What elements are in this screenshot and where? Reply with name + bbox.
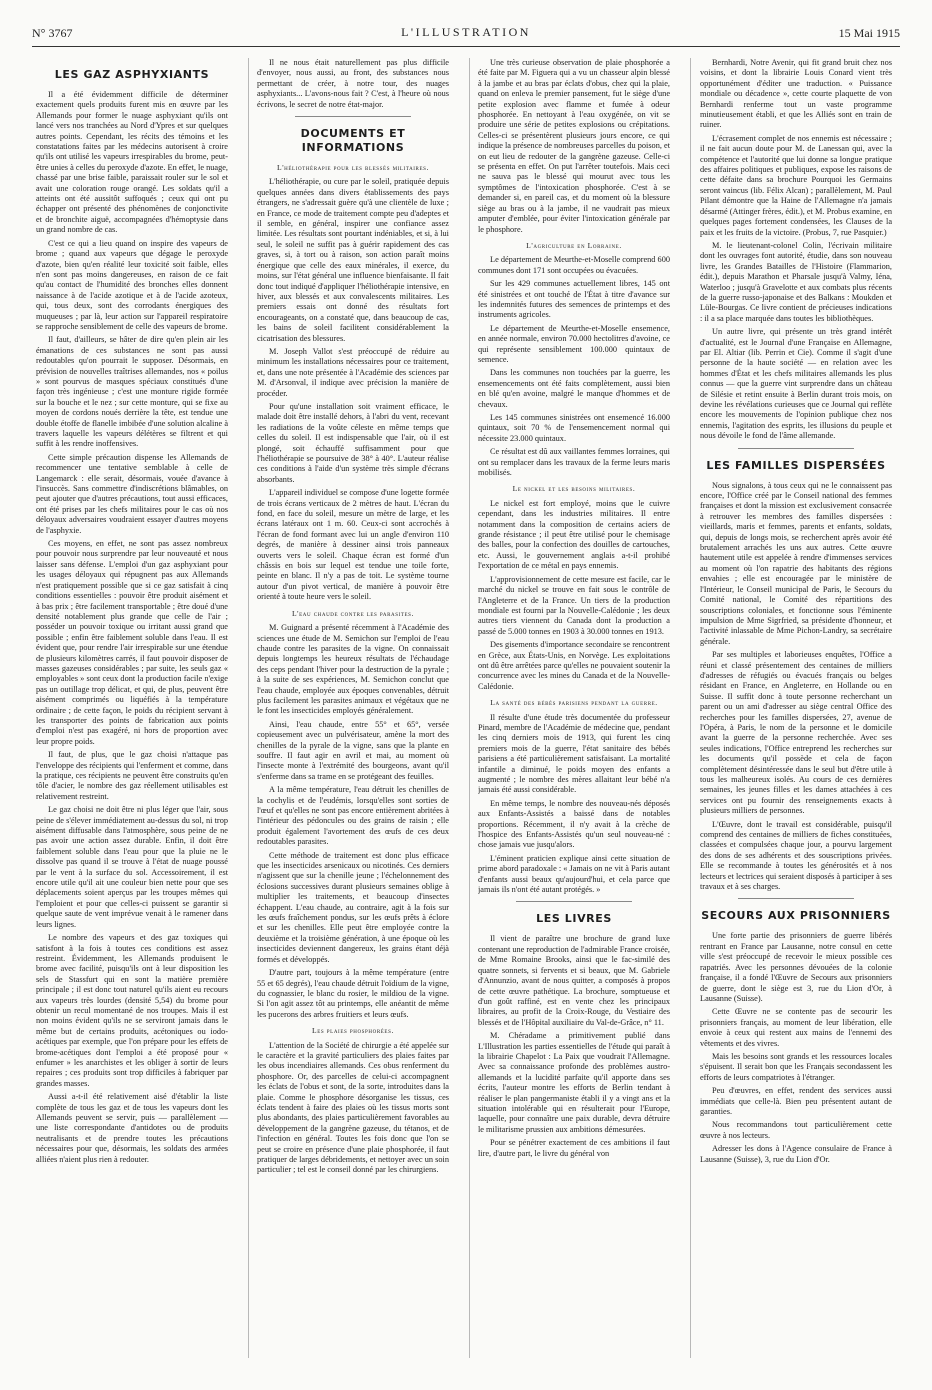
- section-separator: [295, 116, 410, 117]
- paragraph: Il ne nous était naturellement pas plus difficile d'envoyer, nous aussi, au front, des substances nous permettant de créer, à notre tour, des nuages asphyxiants... L'avons-nous fait ? C'est, à l'heure où nous écrivons, le secret de notre état-major.: [257, 58, 449, 109]
- paragraph: Un autre livre, qui présente un très grand intérêt d'actualité, est le Journal d'une Française en Allemagne, par El. Altiar (lib. Perrin et Cie). Comme il s'agit d'une personne de la haute société — en relation avec les hommes d'État et les chefs militaires allemands les plus connus — que la guerre vint surprendre dans un château de Silésie et retint ensuite à Berlin durant trois mois, on devine les révélations curieuses que ce Journal qui reflète encore les mouvements de l'opinion publique chez nos ennemis, l'agitation des esprits, les illusions du peuple et nous dévoile le fond de l'âme allemande.: [700, 327, 892, 441]
- paragraph: Nous recommandons tout particulièrement cette œuvre à nos lecteurs.: [700, 1120, 892, 1140]
- masthead: [32, 26, 900, 48]
- paragraph: M. Chéradame a primitivement publié dans L'Illustration les parties essentielles de l'étude qui paraît à la librairie Chapelot : La Paix que voudrait l'Allemagne. Avec sa connaissance profonde des problèmes austro-allemands et la lucidité parfaite qu'il apporte dans ses écrits, l'auteur montre les efforts de Berlin tendant à réaliser le plan pangermaniste établi il y a vingt ans et la situation intolérable qui en résulterait pour l'Europe, laquelle, pour connaître une paix durable, devra détruire le militarisme prussien aux ambitions démesurées.: [478, 1031, 670, 1134]
- paragraph: Il vient de paraître une brochure de grand luxe contenant une reproduction de l'admirable France croisée, de Mme Romaine Brooks, ainsi que le fac-similé des quatre sonnets, si fervents et si beaux, que M. Gabriele d'Annunzio, avant de nous quitter, a composés à propos de cette œuvre pathétique. La brochure, somptueuse et d'un goût raffiné, est en vente chez les principaux libraires, au profit de la Croix-Rouge, du Vestiaire des blessés et de l'Hôpital auxiliaire du Val-de-Grâce, n° 11.: [478, 934, 670, 1027]
- paragraph: C'est ce qui a lieu quand on inspire des vapeurs de brome ; quand aux vapeurs que dégage le peroxyde d'azote, bien qu'en réalité leur toxicité soit faible, elles n'en sont pas moins dangereuses, en raison de ce fait qu'au contact de l'humidité des bronches elles donnent naissance à de l'acide azotique et à de l'acide azoteux, qui, tous deux, sont des corrodants énergiques des muqueuses ; par là, leur action sur l'appareil respiratoire se rapproche sensiblement de celle des vapeurs de brome.: [36, 238, 228, 331]
- paragraph: Ces moyens, en effet, ne sont pas assez nombreux pour pouvoir nous surprendre par leur nouveauté et nous laisser sans défense. L'emploi d'un gaz asphyxiant pour les usages déloyaux qui répugnent pas aux Allemands n'est pratiquement possible que si ce gaz satisfait à cinq conditions essentielles : pouvoir être produit aisément et à bas prix ; être facilement transportable ; être doué d'une densité notablement plus grande que celle de l'air ; posséder un pouvoir toxique ou irritant aussi grand que possible ; enfin être faiblement soluble dans l'eau. Il est évident que, pour rendre l'air irrespirable sur une étendue de plusieurs kilomètres carrés, il faut pouvoir disposer de masses gazeuses considérables ; par suite, les seuls gaz « employables » sont ceux dont la production facile n'exige pas un outillage trop délicat, et qui, de plus, peuvent être aisément comprimés ou liquéfiés à la température ordinaire ; de cette façon, le poids du récipient servant à les transporter des points de fabrication aux points d'emploi n'est pas exagéré, ni hors de proportion avec leur propre poids.: [36, 539, 228, 746]
- paragraph: Le nombre des vapeurs et des gaz toxiques qui satisfont à la fois à toutes ces conditions est assez restreint. Évidemment, les Allemands produisent le brome avec facilité, puisqu'ils ont à leur disposition les sels de Stassfurt qui en sont la matière première principale ; il est donc tout naturel qu'ils aient eu recours aux vapeurs très lourdes (densité 5,54) du brome pour obtenir un recul momentané de nos troupes. Mais il est non moins évident qu'ils ne se serviront jamais dans le même but de certains produits, acétoniques ou iodo-acétiques par exemple, que l'on prépare pour les effets de brome-acétiques dont l'emploi a été proposé pour « enfumer » les anarchistes et les obliger à sortir de leurs repaires ; ces produits sont trop difficiles à fabriquer par grandes masses.: [36, 933, 228, 1088]
- section-separator: [516, 901, 631, 902]
- column-divider: [469, 58, 470, 1358]
- paragraph: Sur les 429 communes actuellement libres, 145 ont été sinistrées et ont touché de l'État à titre d'avance sur les indemnités futures des semences de printemps et des instruments agricoles.: [478, 279, 670, 320]
- paragraph: Une très curieuse observation de plaie phosphorée a été faite par M. Figuera qui a vu un chasseur alpin blessé à la jambe et au bras par éclats d'obus, chez qui la plaie, quand on enleva le premier pansement, fut le siège d'une petite explosion avec flamme et fumée à odeur phosphorée. En nettoyant à l'eau oxygénée, on vit se produire une série de petites explosions ou crépitations. Celles-ci se présentèrent plusieurs jours encore, ce qui indique la présence de nombreuses parcelles du poison, et on eut lieu de redouter de la gangrène gazeuse. Celle-ci se présenta en effet. On put l'arrêter toutefois. Mais ceci ne sauva pas le blessé qui mourut avec tous les symptômes de l'intoxication phosphorée. C'est à se demander si, en pareil cas, et du moment où la blessure siège au bras ou à la jambe, il ne vaudrait pas mieux amputer d'emblée, pour éviter l'intoxication générale par le phosphore.: [478, 58, 670, 234]
- paragraph: En même temps, le nombre des nouveau-nés déposés aux Enfants-Assistés a baissé dans de notables proportions. Récemment, il n'y avait à la crèche de l'hospice des Enfants-Assistés qu'un seul nouveau-né : chose jamais vue jusqu'alors.: [478, 798, 670, 850]
- paragraph: Par ses multiples et laborieuses enquêtes, l'Office a réuni et classé présentement des centaines de milliers d'adresses de réfugiés ou évacués français ou belges résidant en France, en Angleterre, en Hollande ou en Suisse. Il suffit donc à toute personne recherchant un parent ou un ami d'adresser au siège central Office des recherches pour les familles dispersées, 27, avenue de l'Opéra, à Paris, le nom de la personne et le domicile avant la guerre de la personne recherchée. Avec ses seules indications, l'Office entreprend les recherches sur les documents qu'il possède et cela de façon complètement désintéressée dans le seul but d'être utile à tous les malheureux isolés. Au cours de ces dernières semaines, les jeunes filles et les dames attachées à ces services ont pu fournir des renseignements exacts à plusieurs milliers de personnes.: [700, 650, 892, 816]
- column-2: [257, 58, 449, 1356]
- section-heading-documents: DOCUMENTS ET INFORMATIONS: [300, 127, 406, 155]
- section-heading-prisonniers: SECOURS AUX PRISONNIERS: [701, 909, 891, 923]
- section-separator: [738, 898, 853, 899]
- column-4: [700, 58, 892, 1356]
- column-divider: [690, 58, 691, 1358]
- paragraph: Les 145 communes sinistrées ont ensemencé 16.000 quintaux, soit 70 % de l'ensemencement normal qui nécessite 23.000 quintaux.: [478, 413, 670, 443]
- subheading-plaies: Les plaies phosphorées.: [312, 1026, 394, 1036]
- paragraph: A la même température, l'eau détruit les chenilles de la cochylis et de l'eudémis, lorsqu'elles sont sorties de l'œuf et qu'elles ne sont pas encore entièrement abritées à l'intérieur des pédoncules ou des grains de raisin ; elle produit également l'avortement des œufs de ces deux redoutables parasites.: [257, 785, 449, 847]
- paragraph: Le département de Meurthe-et-Moselle comprend 600 communes dont 171 sont occupées ou évacuées.: [478, 255, 670, 275]
- paragraph: Peu d'œuvres, en effet, rendent des services aussi immédiats que celle-là. Bien peu présentent autant de garanties.: [700, 1086, 892, 1116]
- paragraph: Nous signalons, à tous ceux qui ne le connaissent pas encore, l'Office créé par le Conseil national des femmes françaises et dont la mission est exclusivement consacrée à retrouver les membres des familles dispersées : vieillards, maris et femmes, parents et enfants, soldats, qui, depuis de longs mois, se recherchent après avoir été brutalement arrachés les uns aux autres. Cette œuvre hautement utile est appelée à rendre d'immenses services au moment où l'on rapatrie des habitants des régions envahies ; elle est encouragée par le ministère de l'Intérieur, le Conseil municipal de Paris, le Secours du Comité national, le Comité des répartitions des souscriptions coloniales, et fonctionne sous l'éminente impulsion de Mme Sigrfried, sa présidente d'honneur, et l'activité inlassable de Mme Pichon-Landry, sa secrétaire générale.: [700, 480, 892, 646]
- paragraph: M. le lieutenant-colonel Colin, l'écrivain militaire dont les ouvrages font autorité, étudie, dans son nouveau livre, les Grandes Batailles de l'Histoire (Flammarion, édit.), depuis Marathon et Pharsale jusqu'à Valmy, Iéna, Waterloo ; jusqu'à Gravelotte et aux combats plus récents de la guerre russo-japonaise et des Balkans : Moukden et Lüle-Bourgas. Ce livre contient de précieuses indications : il a sa place marquée dans toutes les bibliothèques.: [700, 240, 892, 323]
- subheading-heliotherapie: L'héliothérapie pour les blessés militaires.: [276, 163, 430, 173]
- section-heading-livres: LES LIVRES: [536, 912, 612, 926]
- paragraph: Le gaz choisi ne doit être ni plus léger que l'air, sous peine de s'élever immédiatement au-dessus du sol, ni trop aisément diffusable dans l'atmosphère, sous peine de ne pas avoir une action assez durable. Enfin, il doit être faiblement soluble dans l'eau pour que la pluie ne le dissolve pas quand il se trouve à l'état de nuage poussé par le vent à la surface du sol. Accessoirement, il est encore utile qu'il ait une couleur bien nette pour que ses déplacements soient aperçus par les troupes mêmes qui l'emploient et pour que celles-ci puissent se garantir si quelque saute de vent imprévue venait à le ramener dans leurs lignes.: [36, 805, 228, 929]
- masthead-rule: [32, 46, 900, 47]
- paragraph: Pour se pénétrer exactement de ces ambitions il faut lire, d'autre part, le livre du général von: [478, 1138, 670, 1158]
- paragraph: L'attention de la Société de chirurgie a été appelée sur le caractère et la gravité particuliers des plaies faites par les obus incendiaires allemands. Ces obus renferment du phosphore. Or, des parcelles de celui-ci accompagnent les éclats de l'obus et sont, de la sorte, introduites dans la plaie. Comme le phosphore désorganise les tissus, ces éclats tendent à faire des plaies où les tissus morts sont plus abondants, des plaies particulièrement favorables au développement de la gangrène gazeuse, du tétanos, et de l'infection en général. Toutes les fois donc que l'on se peut se croire en présence d'une plaie phosphorée, il faut pratiquer de larges débridements, et nettoyer avec un soin particulier ; tel est le conseil donné par les chirurgiens.: [257, 1040, 449, 1175]
- paragraph: L'écrasement complet de nos ennemis est nécessaire ; il ne fait aucun doute pour M. de Lanessan qui, avec la compétence et l'autorité que lui donne sa longue pratique des affaires politiques et publiques, expose les raisons de cette défaite dans sa brochure Pourquoi les Germains seront vaincus (lib. Félix Alcan) ; parallèlement, M. Paul Pilant démontre que la Haine de l'Allemagne n'a jamais désarmé (Attinger frères, édit.), et M. Probus examine, en quelques pages fortement condensées, les Clauses de la paix et les fruits de la victoire. (Probus, 7, rue Pasquier.): [700, 133, 892, 237]
- paragraph: L'Œuvre, dont le travail est considérable, puisqu'il comprend des centaines de milliers de fiches constituées, classées et compulsées chaque jour, a pourvu largement des dons de ses adhérents et des souscriptions privées. Elle se recommande à toutes les générosités et à nos lecteurs et lectrices qui seraient disposés à participer à ses travaux et à ses charges.: [700, 819, 892, 892]
- column-1: [36, 58, 228, 1356]
- subheading-nickel: Le nickel et les besoins militaires.: [512, 484, 636, 494]
- subheading-eau-chaude: L'eau chaude contre les parasites.: [291, 608, 415, 618]
- article-heading-gaz: LES GAZ ASPHYXIANTS: [54, 68, 210, 81]
- paragraph: Ainsi, l'eau chaude, entre 55° et 65°, versée copieusement avec un pulvérisateur, amène la mort des chenilles de la pyrale de la vigne, sans que la plante en souffre. Il faut agir en avril et mai, au moment où l'insecte monte à l'extrémité des bourgeons, avant qu'il s'enferme dans sa trame en se protégeant des feuilles.: [257, 719, 449, 781]
- paragraph: Adresser les dons à l'Agence consulaire de France à Lausanne (Suisse), 3, rue du Lion d'Or.: [700, 1144, 892, 1164]
- paragraph: Il faut, de plus, que le gaz choisi n'attaque pas l'enveloppe des récipients qui l'enferment et comme, dans la pratique, ces récipients ne peuvent être construits qu'en tôle d'acier, le nombre des gaz réellement utilisables est relativement restreint.: [36, 750, 228, 801]
- column-3: [478, 58, 670, 1356]
- subheading-agriculture: L'agriculture en Lorraine.: [526, 240, 622, 250]
- issue-number: N° 3767: [32, 26, 73, 40]
- paragraph: Une forte partie des prisonniers de guerre libérés rentrant en France par Lausanne, notre consul en cette ville s'est préoccupé de recevoir le mieux possible ces rapatriés. Avec les personnes dévouées de la colonie française, il a fondé l'Œuvre de Secours aux prisonniers de guerre, dont le siège est 3, rue du Lion d'Or, à Lausanne (Suisse).: [700, 931, 892, 1003]
- paragraph: Cette méthode de traitement est donc plus efficace que les insecticides arsenicaux ou nicotinés. Ces derniers n'agissent que sur la chenille jeune ; l'échelonnement des éclosions successives durant plusieurs semaines oblige à multiplier les traitements, et beaucoup d'insectes échappent. L'eau chaude, au contraire, agit à la fois sur les œufs fraîchement pondus, sur les œufs prêts à éclore et sur les chenilles. Elle peut être employée contre la deuxième et la troisième génération, à une époque où les insecticides deviennent dangereux, les grains étant déjà formés et développés.: [257, 850, 449, 964]
- paragraph: L'approvisionnement de cette mesure est facile, car le marché du nickel se trouve en fait sous le contrôle de l'Angleterre et de la France. Un tiers de la production mondiale est fourni par la Nouvelle-Calédonie ; les deux autres tiers viennent du Canada dont la production a passé de 5.000 tonnes en 1903 à 30.000 tonnes en 1913.: [478, 574, 670, 636]
- publication-title: L'ILLUSTRATION: [401, 25, 531, 39]
- paragraph: Cette simple précaution dispense les Allemands de recommencer une tentative semblable à celle de Langemarck : elle serait, désormais, vouée d'avance à l'insuccès. Sans commettre d'indiscrétions blâmables, on peut ajouter que d'autres précautions, tout aussi efficaces, ont été prises par les chefs militaires pour le cas où nos déloyaux adversaires voudraient essayer d'autres moyens de l'asphyxie.: [36, 452, 228, 535]
- paragraph: L'appareil individuel se compose d'une logette formée de trois écrans verticaux de 2 mètres de haut. L'écran du fond, en face du soleil, mesure un mètre de large, et les écrans latéraux ont 1 m. 60. Ceux-ci sont accrochés à l'écran de fond formant avec lui un angle d'environ 110 degrés, de manière à dessiner ainsi trois panneaux ouverts vers le soleil. Chaque écran est formé d'un châssis en bois sur lequel est tendue une toile forte, peinte en blanc. Il n'y a pas de toit. Le système tourne autour d'un pivot vertical, de manière à pouvoir être orienté à toute heure vers le soleil.: [257, 488, 449, 602]
- paragraph: L'héliothérapie, ou cure par le soleil, pratiquée depuis quelques années dans divers établissements des pays étrangers, ne s'adressait guère qu'à une clientèle de luxe ; en France, ce mode de traitement compte peu d'adeptes et il semble, en général, inspirer une confiance assez limitée. Les résultats sont pourtant indéniables, et si, à lui seul, le soleil ne suffit pas à guérir rapidement des cas graves, si, à tort ou à raison, son action paraît moins énergique que celle des eaux minérales, il exerce, du moins, sur l'état général une influence bienfaisante. Il fait donc tout indiqué d'appliquer l'héliothérapie intensive, en hiver, aux blessés et aux convalescents militaires. Les premiers essais ont donné des résultats fort encourageants, on a constaté que, dans beaucoup de cas, les bains de soleil facilitent considérablement la cicatrisation des blessures.: [257, 177, 449, 343]
- paragraph: Cette Œuvre ne se contente pas de secourir les prisonniers français, au moment de leur libération, elle envoie à ceux qui restent aux mains de l'ennemi des vêtements et des vivres.: [700, 1007, 892, 1048]
- paragraph: Pour qu'une installation soit vraiment efficace, le malade doit être installé dehors, à l'abri du vent, recevant les radiations de la voûte céleste en même temps que celles du soleil. Il est indispensable que l'air, où il est plongé, soit échauffé suffisamment pour que l'héliothérapie se poursuive de 38° à 40°. L'auteur réalise ces conditions à l'aide d'un système très simple d'écrans absorbants.: [257, 401, 449, 484]
- paragraph: Il résulte d'une étude très documentée du professeur Pinard, membre de l'Académie de médecine que, pendant les cinq derniers mois de 1913, qui furent les cinq premiers mois de la guerre, l'état sanitaire des bébés parisiens a été particulièrement satisfaisant. La mortalité infantile a diminué, le poids moyen des enfants a augmenté ; le nombre des mères allaitant leur bébé n'a jamais été aussi considérable.: [478, 712, 670, 795]
- paragraph: Dans les communes non touchées par la guerre, les ensemencements ont été faits complètement, aussi bien en blé qu'en avoine, malgré le manque d'hommes et de chevaux.: [478, 368, 670, 409]
- paragraph: M. Guignard a présenté récemment à l'Académie des sciences une étude de M. Semichon sur l'emploi de l'eau chaude contre les parasites de la vigne. On connaissait depuis longtemps les heureux résultats de l'échaudage des ceps pendant l'hiver pour la destruction de la pyrale ; à la suite de ses expériences, M. Semichon conclut que l'eau chaude, employée aux époques convenables, détruit plus facilement les parasites animaux et végétaux que ne le font les insecticides employés généralement.: [257, 623, 449, 716]
- paragraph: Mais les besoins sont grands et les ressources locales s'épuisent. Il serait bon que les Français secondassent les efforts de leurs compatriotes à l'étranger.: [700, 1051, 892, 1082]
- section-separator: [738, 448, 853, 449]
- subheading-bebes: La santé des bébés parisiens pendant la guerre.: [490, 698, 658, 708]
- paragraph: Aussi a-t-il été relativement aisé d'établir la liste complète de tous les gaz et de tous les vapeurs dont les Allemands peuvent se servir, puis — parallèlement — une liste correspondante d'antidotes ou de produits neutralisants et de prendre toutes les précautions nécessaires pour que, désormais, les soldats des armées alliées n'aient plus rien à redouter.: [36, 1092, 228, 1164]
- paragraph: Le nickel est fort employé, moins que le cuivre cependant, dans les industries militaires. Il entre notamment dans la composition de certains aciers de grande résistance ; il peut être utilisé pour le chemisage des balles, pour la confection des douilles de cartouches, etc. Aussi, le gouvernement anglais a-t-il prohibé l'exportation de ce métal en pays ennemis.: [478, 498, 670, 571]
- paragraph: Ce résultat est dû aux vaillantes femmes lorraines, qui ont su remplacer dans les travaux de la ferme leurs maris mobilisés.: [478, 447, 670, 478]
- issue-date: 15 Mai 1915: [838, 26, 900, 40]
- section-heading-familles: LES FAMILLES DISPERSÉES: [706, 458, 886, 472]
- paragraph: M. Joseph Vallot s'est préoccupé de réduire au minimum les installations nécessaires pour ce traitement, et, dans une note présentée à l'Académie des sciences par M. d'Arsonval, il indique avec précision la manière de procéder.: [257, 346, 449, 398]
- paragraph: L'éminent praticien explique ainsi cette situation de prime abord paradoxale : « Jamais on ne vit à Paris autant d'enfants aussi beaux qu'aujourd'hui, et cela parce que jamais ils n'ont été autant protégés. »: [478, 853, 670, 895]
- paragraph: Il a été évidemment difficile de déterminer exactement quels produits furent mis en œuvre par les Allemands pour former le nuage asphyxiant qu'ils ont lancé vers nos tranchées au Nord d'Ypres et sur quelques autres points. Cependant, les récits des témoins et les constatations faites par les médecins autorisent à croire qu'ils ont utilisé les vapeurs irrespirables du brome, peut-être unies à celles du peroxyde d'azote. En effet, le nuage, chassé par une brise faible, paraissait rouler sur le sol et avait une coloration rouge orangé. Les soldats qu'il a atteints ont été aussitôt suffoqués ; ceux qui ont pu échapper ont présenté des phénomènes de conjonctivite et de bronchite aiguë, accompagnées d'hémoptysie dans un grand nombre de cas.: [36, 90, 228, 235]
- column-divider: [248, 58, 249, 1358]
- paragraph: Le département de Meurthe-et-Moselle ensemence, en année normale, environ 70.000 hectolitres d'avoine, ce qui représente sensiblement 100.000 quintaux de semence.: [478, 323, 670, 364]
- paragraph: D'autre part, toujours à la même température (entre 55 et 65 degrés), l'eau chaude détruit l'oïdium de la vigne, du cognassier, le blanc du rosier, le mildiou de la vigne. Si l'on agit assez tôt au printemps, elle anéantit de même les pucerons des arbres fruitiers et leurs œufs.: [257, 968, 449, 1019]
- paragraph: Il faut, d'ailleurs, se hâter de dire qu'en plein air les émanations de ces substances ne sont pas aussi redoutables qu'on pourrait le supposer. Désormais, en prévision de nouvelles traîtrises allemandes, nos « poilus » sont pourvus de masques spéciaux constitués d'une façon très ingénieuse ; c'est une monture rigide formée sur la bouche et le nez ; sur cette monture, qui se fixe au moyen de cordons noués derrière la tête, est tendue une double étoffe de flanelle imbibée d'une solution alcaline à travers laquelle les vapeurs délétères se filtrent et qui suffit à les rendre inoffensives.: [36, 335, 228, 449]
- paragraph: Bernhardi, Notre Avenir, qui fit grand bruit chez nos voisins, et dont la librairie Louis Conard vient très opportunément d'éditer une traduction. « Puissance mondiale ou décadence », cette courte plaquette de von Bernhardi renferme tout un vaste programme minutieusement établi, et que les Alliés sont en train de ruiner.: [700, 58, 892, 130]
- paragraph: Des gisements d'importance secondaire se rencontrent en Grèce, aux États-Unis, en Norvège. Les exploitations ont dû être arrêtées parce qu'elles ne pouvaient soutenir la concurrence avec les mines du Canada et de la Nouvelle-Calédonie.: [478, 640, 670, 691]
